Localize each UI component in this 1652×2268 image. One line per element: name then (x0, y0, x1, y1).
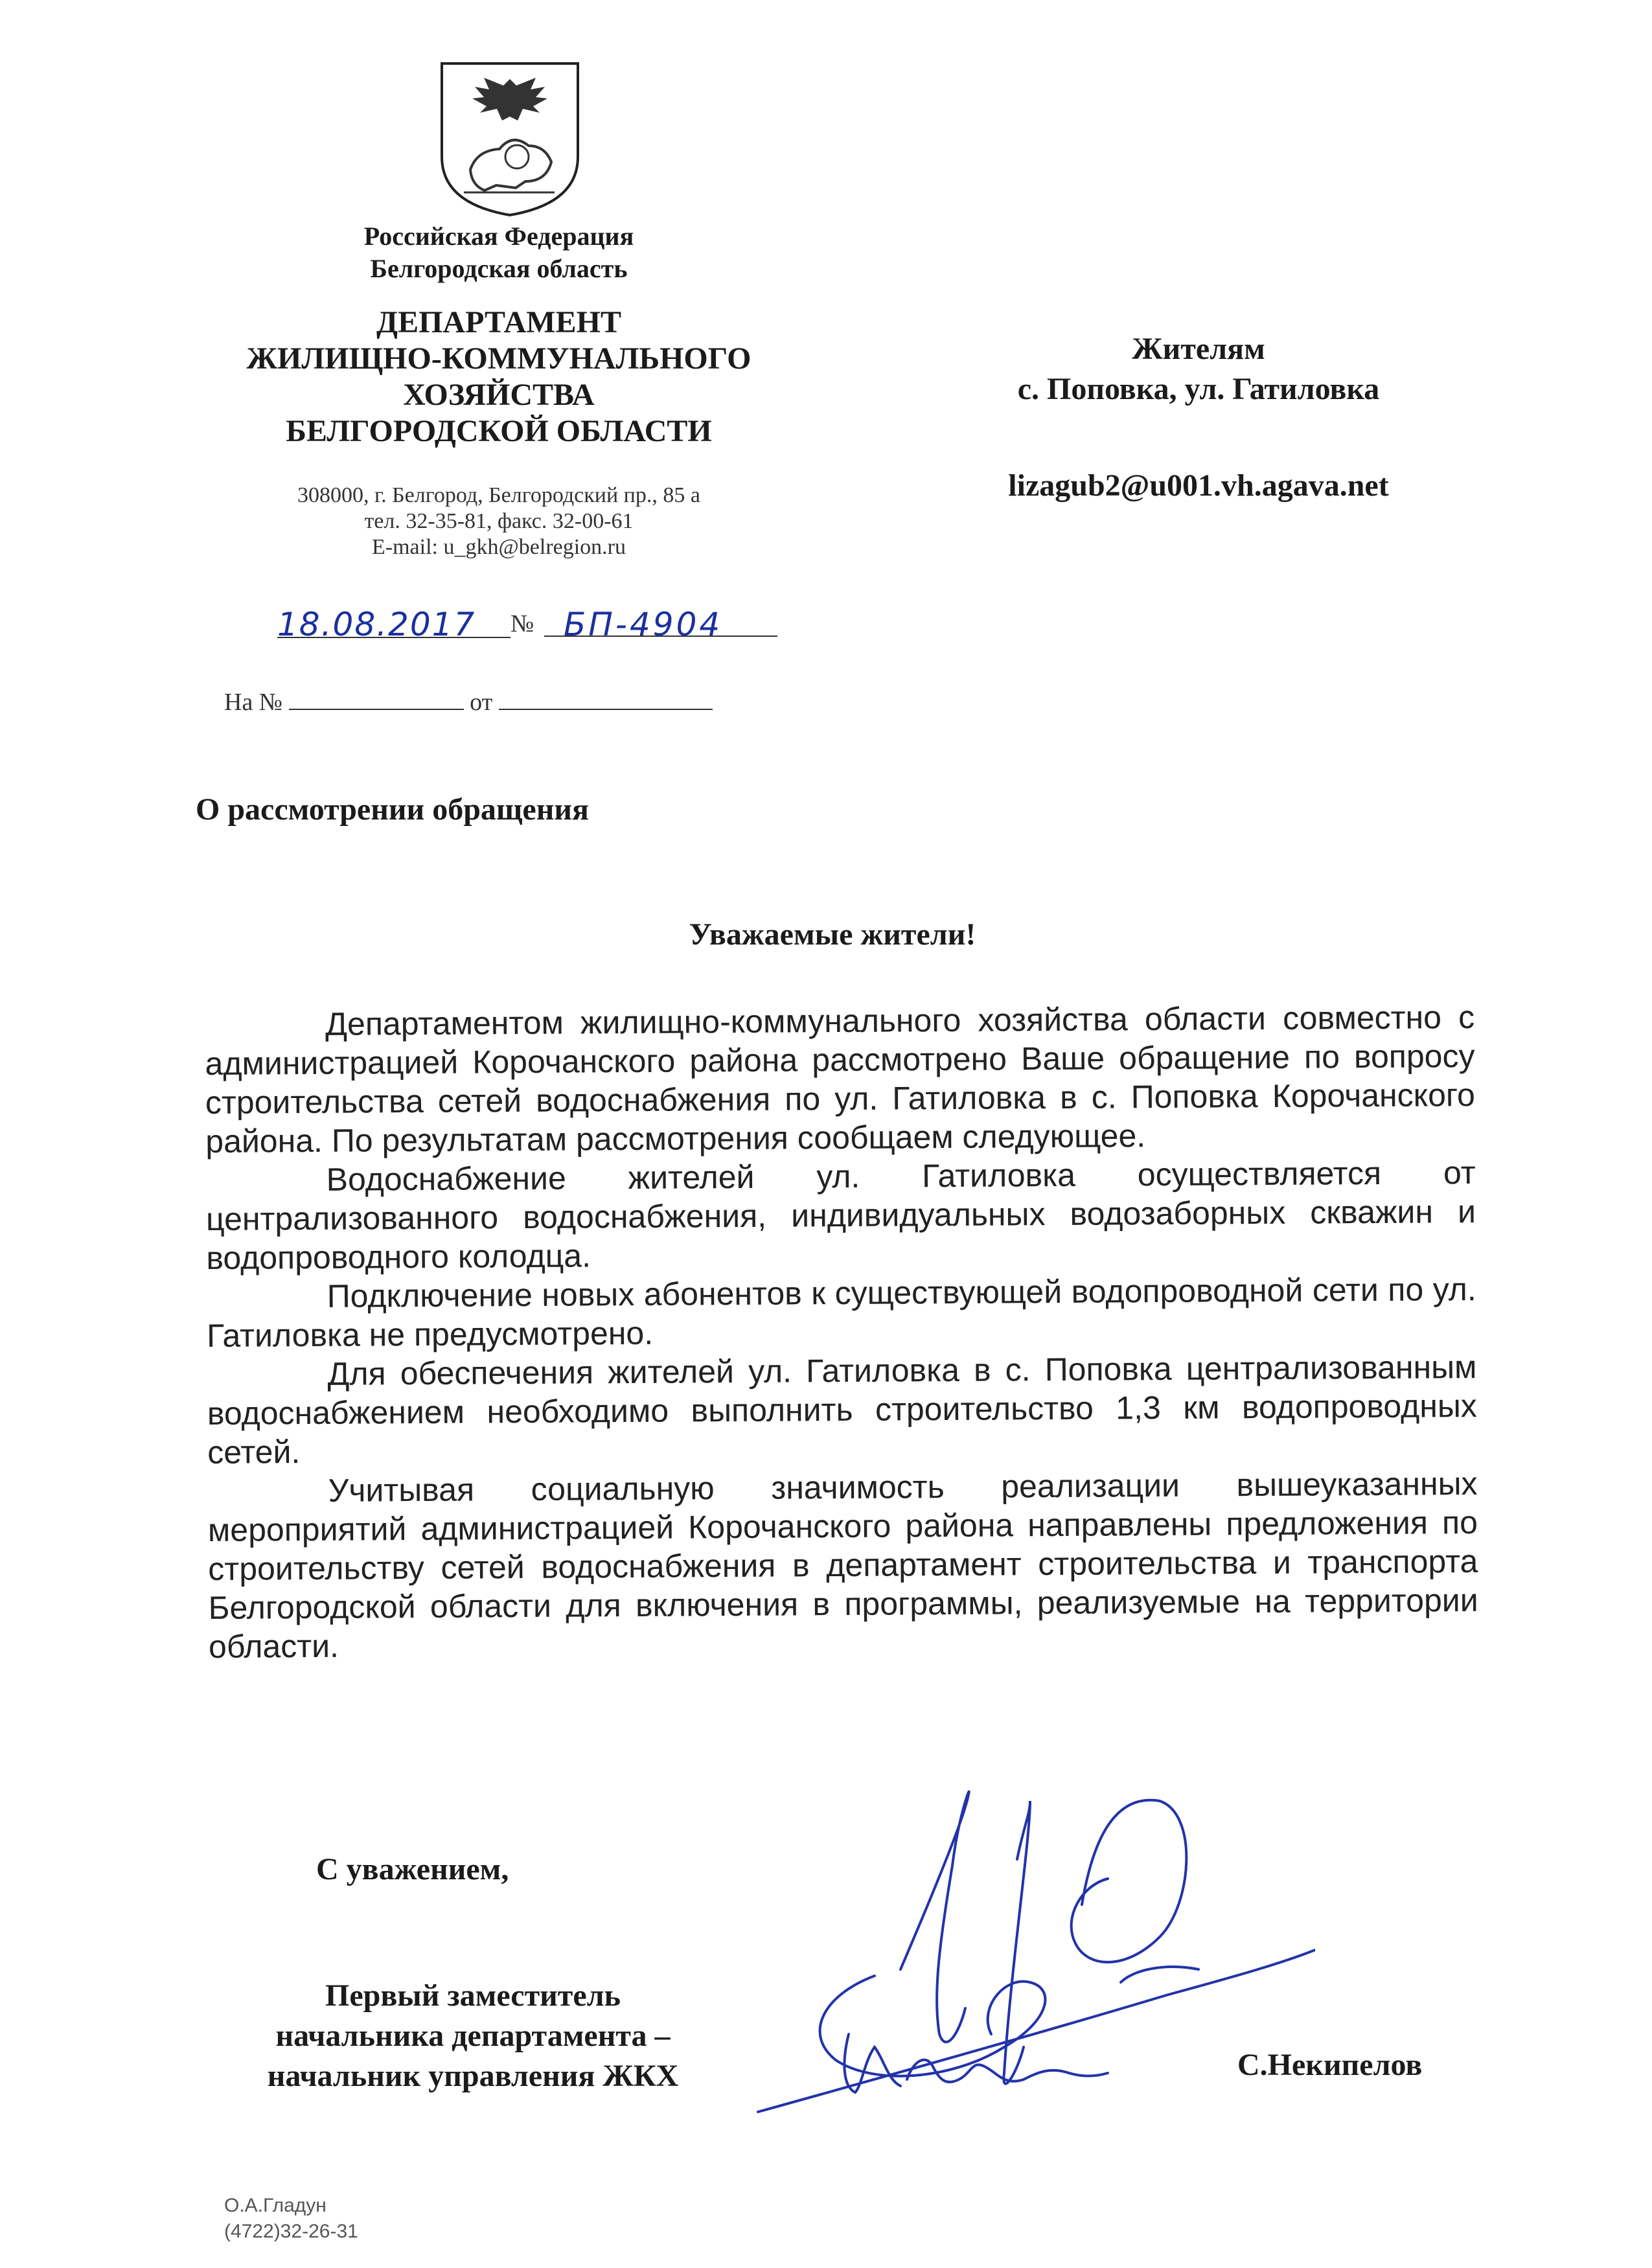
letter-subject: О рассмотрении обращения (196, 792, 590, 827)
department-line: ХОЗЯЙСТВА (403, 378, 595, 412)
phone-fax: тел. 32-35-81, факс. 32-00-61 (364, 509, 634, 533)
reference-prefix: На № (224, 689, 283, 716)
reference-from-label: от (470, 689, 493, 716)
registration-line (245, 606, 776, 645)
body-paragraph: Учитывая социальную значимость реализации вышеуказанных мероприятий администрацией Корочанского района направлены предложения по строительству сетей водоснабжения в департамент строительства и транспорта Белгородской области для включения в программы, реализуемые на территории области. (207, 1465, 1478, 1665)
closing-phrase: С уважением, (316, 1852, 509, 1886)
addressee-block (907, 329, 1490, 409)
registration-date: 18.08.2017 (277, 606, 511, 638)
signatory-name: С.Некипелов (1237, 2048, 1423, 2082)
body-paragraph: Подключение новых абонентов к существующей водопроводной сети по ул. Гатиловка не предусмотрено. (206, 1271, 1476, 1354)
addressee-email: lizagub2@u001.vh.agava.net (1008, 468, 1389, 503)
department-line: ДЕПАРТАМЕНТ (376, 305, 621, 339)
letter-greeting: Уважаемые жители! (689, 917, 976, 952)
letter-body (205, 998, 1478, 1666)
registration-number-label: № (511, 610, 534, 637)
executor-block (224, 2193, 358, 2245)
body-paragraph: Водоснабжение жителей ул. Гатиловка осуществляется от централизованного водоснабжения, индивидуальных водозаборных скважин и водопроводного колодца. (205, 1154, 1476, 1276)
department-contacts (220, 483, 777, 560)
position-line: начальника департамента – (275, 2019, 671, 2053)
country-label: Российская Федерация (363, 222, 634, 251)
department-name (220, 304, 777, 450)
reference-number-blank (289, 689, 464, 710)
department-line: ЖИЛИЩНО-КОММУНАЛЬНОГО (246, 341, 751, 376)
position-line: Первый заместитель (325, 1978, 621, 2013)
body-paragraph: Департаментом жилищно-коммунального хозяйства области совместно с администрацией Корочанского района рассмотрено Ваше обращение по вопросу строительства сетей водоснабжения по ул. Гатиловка в с. Поповка Корочанского района. По результатам рассмотрения сообщаем следующее. (205, 999, 1476, 1160)
executor-phone: (4722)32-26-31 (224, 2221, 358, 2242)
signatory-position (214, 1976, 732, 2096)
postal-address: 308000, г. Белгород, Белгородский пр., 85 а (297, 483, 700, 507)
department-line: БЕЛГОРОДСКОЙ ОБЛАСТИ (286, 414, 712, 448)
region-label: Белгородская область (370, 254, 628, 283)
reference-line (224, 688, 775, 716)
body-paragraph: Для обеспечения жителей ул. Гатиловка в с. Поповка централизованным водоснабжением необходимо выполнить строительство 1,3 км водопроводных сетей. (207, 1349, 1477, 1471)
registration-number: БП-4904 (544, 606, 777, 637)
handwritten-signature (745, 1775, 1315, 2138)
belgorod-coat-of-arms-icon (438, 60, 582, 218)
department-email: E-mail: u_gkh@belregion.ru (372, 535, 626, 559)
addressee-line: Жителям (1132, 332, 1265, 366)
sender-country-region (285, 220, 713, 285)
executor-name: О.А.Гладун (224, 2195, 327, 2216)
addressee-line: с. Поповка, ул. Гатиловка (1017, 372, 1380, 406)
position-line: начальник управления ЖКХ (267, 2059, 679, 2093)
reference-date-blank (499, 689, 713, 710)
